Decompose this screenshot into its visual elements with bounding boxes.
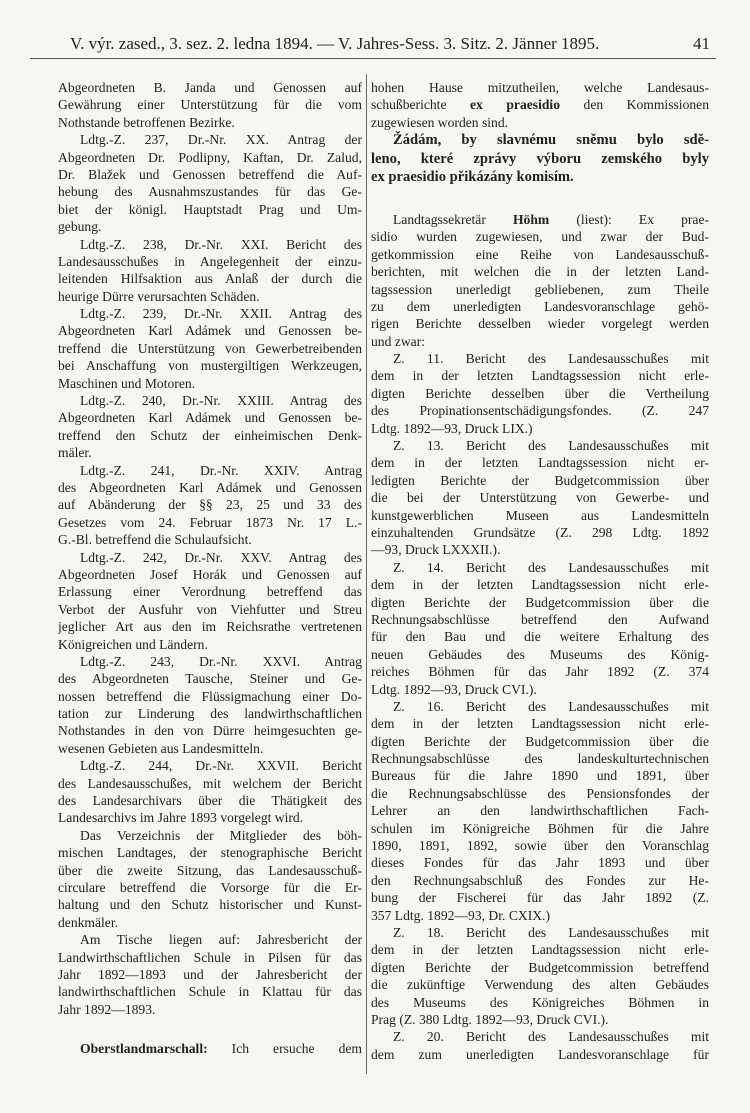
text-line: wesenen Gebieten aus Landesmitteln. [58,740,264,756]
text-line: Lehrer an den landwirthschaftlichen Fach- [371,803,709,819]
text-line: Abgeordneten Dr. Podlipny, Kaftan, Dr. Zalud, [58,149,362,165]
text-line: Nothstande betroffenen Bezirke. [58,114,235,130]
text-segment: Landtagssekretär [393,211,513,227]
text-line: hebung des Ausnahmszustandes für das Ge- [58,184,362,200]
text-line: G.-Bl. betreffend die Schulaufsicht. [58,532,252,548]
paragraph [58,392,362,462]
text-line: mischen Landtages, der stenographische Bericht [58,845,362,861]
text-line: und zwar: [371,333,425,349]
running-header [30,30,716,59]
text-line: Dr. Blažek und Genossen betreffend die Auf- [58,166,362,182]
text-line: ex praesidio přikázány komisím. [371,169,574,186]
text-line: leitenden Hilfsaktion aus Anlaß der durch die [58,271,362,287]
text-line: Ldtg.-Z. 237, Dr.-Nr. XX. Antrag der [80,132,362,148]
text-line: biet der königl. Hauptstadt Prag und Um- [58,201,362,217]
paragraph [58,827,362,931]
text-line: Ldtg.-Z. 240, Dr.-Nr. XXIII. Antrag des [80,393,362,409]
text-line: berichten, mit welchen die in der letzten Land- [371,264,709,280]
text-line: schulen im Königreiche Böhmen für die Jahre [371,820,709,836]
text-line: hohen Hause mitzutheilen, welche Landesaus- [371,80,709,95]
text-line: Ldtg.-Z. 243, Dr.-Nr. XXVI. Antrag [80,653,362,669]
text-line [371,211,709,228]
text-line [58,1040,362,1057]
text-line: reiches Böhmen für das Jahr 1892 (Z. 374 [371,664,709,680]
text-line: jeglicher Art aus den im Reichsrathe vertretenen [58,619,362,635]
text-line: Gesetzes vom 24. Februar 1873 Nr. 17 L.- [58,514,362,530]
text-line: des Propinationsentschädigungsfondes. (Z. 247 [371,403,709,419]
text-line: digten Berichte der Budgetcommission betreffend [371,959,709,975]
text-line: Am Tische liegen auf: Jahresbericht der [80,932,362,948]
text-line: leno, které zprávy výboru zemského byly [371,150,709,167]
paragraph [371,211,709,350]
paragraph [371,131,709,187]
text-line: Ldtg.-Z. 244, Dr.-Nr. XXVII. Bericht [80,758,362,774]
text-line: Ldtg. 1892—93, Druck LIX.) [371,420,533,436]
text-line: Prag (Z. 380 Ldtg. 1892—93, Druck CVI.). [371,1011,609,1027]
text-line: Z. 18. Bericht des Landesausschußes mit [393,924,709,940]
text-line: dem in der letzten Landtagssession nicht er- [371,455,709,471]
text-line: die bei der Unterstützung von Gewerbe- und [371,490,709,506]
header-title: V. výr. zased., 3. sez. 2. ledna 1894. — V. Jahres-Sess. 3. Sitz. 2. Jänner 1895. [70,34,600,53]
paragraph [58,79,362,131]
text-line: Z. 11. Bericht des Landesausschußes mit [393,351,709,367]
text-line: circulare betreffend die Vorsorge für die Er- [58,879,362,895]
text-segment: Ich ersuche dem [207,1041,362,1057]
text-segment: (liest): Ex prae- [549,211,709,227]
paragraph [58,305,362,392]
text-line: über die zweite Sitzung, das Landesausschuß- [58,862,362,878]
text-line: Ldtg.-Z. 239, Dr.-Nr. XXII. Antrag des [80,306,362,322]
text-line: dem in der letzten Landtagssession nicht erle- [371,942,709,958]
text-line: heurige Dürre verursachten Schäden. [58,288,260,304]
text-line: des Abgeordneten Karl Adámek und Genossen [58,479,362,495]
text-line: treffend die Unterstützung von Gewerbetreibenden [58,340,362,356]
text-line: Rechnungsabschlüsse des landeskulturtechnischen [371,751,709,767]
text-line: Ldtg.-Z. 238, Dr.-Nr. XXI. Bericht des [80,236,362,252]
text-line: ledigten Berichte der Budgetcommission über [371,472,709,488]
bold-text: ex praesidio [470,97,560,113]
text-line: Z. 16. Bericht des Landesausschußes mit [393,698,709,714]
text-line: Das Verzeichnis der Mitglieder des böh- [80,827,362,843]
text-line: Bureaus für die Jahre 1890 und 1891, über [371,768,709,784]
text-line [371,96,709,113]
text-line: rigen Berichte desselben wieder vorgelegt werden [371,316,709,332]
text-line: Verbot der Ausfuhr von Viehfutter und Streu [58,601,362,617]
text-line: Abgeordneten Karl Adámek und Genossen be- [58,323,362,339]
text-line: gebung. [58,219,102,235]
text-line: die Rechnungsabschlüsse des Pensionsfondes der [371,785,709,801]
text-line: Ldtg. 1892—93, Druck CVI.). [371,681,537,697]
text-line: mäler. [58,445,92,461]
text-line: Gewährung einer Unterstützung für die vom [58,97,362,113]
text-line: dem in der letzten Landtagssession nicht erle- [371,368,709,384]
text-line: zugewiesen worden sind. [371,114,509,130]
text-line: Jahr 1892—1893. [58,1001,156,1017]
right-column [371,79,709,1063]
text-line: digten Berichte der Budgetcommission über die [371,733,709,749]
text-line: 1890, 1891, 1892, sowie über den Voranschlag [371,838,709,854]
paragraph [58,653,362,757]
text-line: Z. 20. Bericht des Landesausschußes mit [393,1029,709,1045]
text-line: treffend den Schutz der einheimischen Denk- [58,427,362,443]
text-line: —93, Druck LXXXII.). [371,542,501,558]
text-line: Nothstandes in den von Dürre heimgesuchten ge- [58,723,362,739]
paragraph [371,924,709,1028]
paragraph [371,698,709,924]
text-line: Erlassung einer Verordnung betreffend das [58,584,362,600]
text-line: tation zur Linderung des landwirthschaftlichen [58,706,362,722]
text-line: des Museums des Königreiches Böhmen in [371,994,709,1010]
text-line: nossen betreffend die Flüssigmachung einer Do- [58,688,362,704]
text-line: dem in der letzten Landtagssession nicht erle- [371,716,709,732]
paragraph [58,757,362,827]
text-line: dem zum unerledigten Landesvoranschlage für [371,1046,709,1062]
text-line: Königreichen und Ländern. [58,636,208,652]
paragraph [58,462,362,549]
text-line: Landesarchivs im Jahre 1893 vorgelegt wird. [58,810,304,826]
text-line: Abgeordneten B. Janda und Genossen auf [58,80,362,95]
paragraph [58,931,362,1018]
paragraph [58,236,362,306]
text-line: bei Anschaffung von mustergiltigen Werkzeugen, [58,358,362,374]
text-line: neuen Gebäudes des Museums des König- [371,646,709,662]
text-line: Ldtg.-Z. 241, Dr.-Nr. XXIV. Antrag [80,462,362,478]
text-line: Maschinen und Motoren. [58,375,196,391]
text-line: Jahr 1892—1893 und der Jahresbericht der [58,966,362,982]
paragraph [371,350,709,437]
text-line: dieses Fondes für das Jahr 1893 und über [371,855,709,871]
text-segment: schußberichte [371,97,471,113]
text-line: einzuhaltenden Grundsätze (Z. 298 Ldtg. 1892 [371,524,709,540]
column-divider [366,74,367,1074]
page-number: 41 [693,34,710,53]
text-line: tagssession unerledigt gebliebenen, zum Theile [371,281,709,297]
text-line: zu dem unerledigten Landesvoranschlage gehö- [371,298,709,314]
text-segment: den Kommissionen [560,97,709,113]
text-line: Landesausschußes in Angelegenheit der einzu- [58,253,362,269]
paragraph [371,79,709,131]
left-column [58,79,362,1057]
text-line: Abgeordneten Josef Horák und Genossen auf [58,566,362,582]
text-line: landwirthschaftlichen Schule in Klattau für das [58,984,362,1000]
text-line: Abgeordneten Karl Adámek und Genossen be- [58,410,362,426]
bold-text: Oberstlandmarschall: [80,1041,208,1057]
text-line: getkommission eine Reihe von Landesausschuß- [371,246,709,262]
bold-text: Höhm [512,211,550,227]
text-line: 357 Ldtg. 1892—93, Dr. CXIX.) [371,907,550,923]
paragraph [58,131,362,235]
text-line: dem in der letzten Landtagssession nicht erle- [371,577,709,593]
text-line: digten Berichte desselben über die Vertheilung [371,385,709,401]
text-line: des Landesausschußes, mit welchem der Bericht [58,775,362,791]
text-line: digten Berichte der Budgetcommission über die [371,594,709,610]
text-line: Landwirthschaftlichen Schule in Pilsen für das [58,949,362,965]
text-line: für den Bau und die weitere Erhaltung des [371,629,709,645]
text-line: kunstgewerblichen Museen aus Landesmitteln [371,507,709,523]
text-line: des Landesarchivars über die Thätigkeit des [58,793,362,809]
text-line: Žádám, by slavnému sněmu bylo sdě- [393,132,709,149]
paragraph [58,549,362,653]
paragraph [371,437,709,559]
text-line: die zukünftige Verwendung des alten Gebäudes [371,977,709,993]
text-line: haltung und den Schutz historischer und Kunst- [58,897,362,913]
text-line: Z. 13. Bericht des Landesausschußes mit [393,438,709,454]
text-line: denkmäler. [58,914,119,930]
text-line: bung der Fischerei für das Jahr 1892 (Z. [371,890,709,906]
text-line: Z. 14. Bericht des Landesausschußes mit [393,559,709,575]
text-line: auf Abänderung der §§ 23, 25 und 33 des [58,497,362,513]
text-line: Rechnungsabschlüsse betreffend den Aufwand [371,611,709,627]
text-line: Ldtg.-Z. 242, Dr.-Nr. XXV. Antrag des [80,549,362,565]
text-line: des Abgeordneten Tausche, Steiner und Ge- [58,671,362,687]
text-line: sidio wurden zugewiesen, und zwar der Bud- [371,229,709,245]
paragraph [58,1040,362,1057]
text-line: den Rechnungsabschluß des Fondes zur He- [371,872,709,888]
paragraph [371,559,709,698]
paragraph [371,1028,709,1063]
